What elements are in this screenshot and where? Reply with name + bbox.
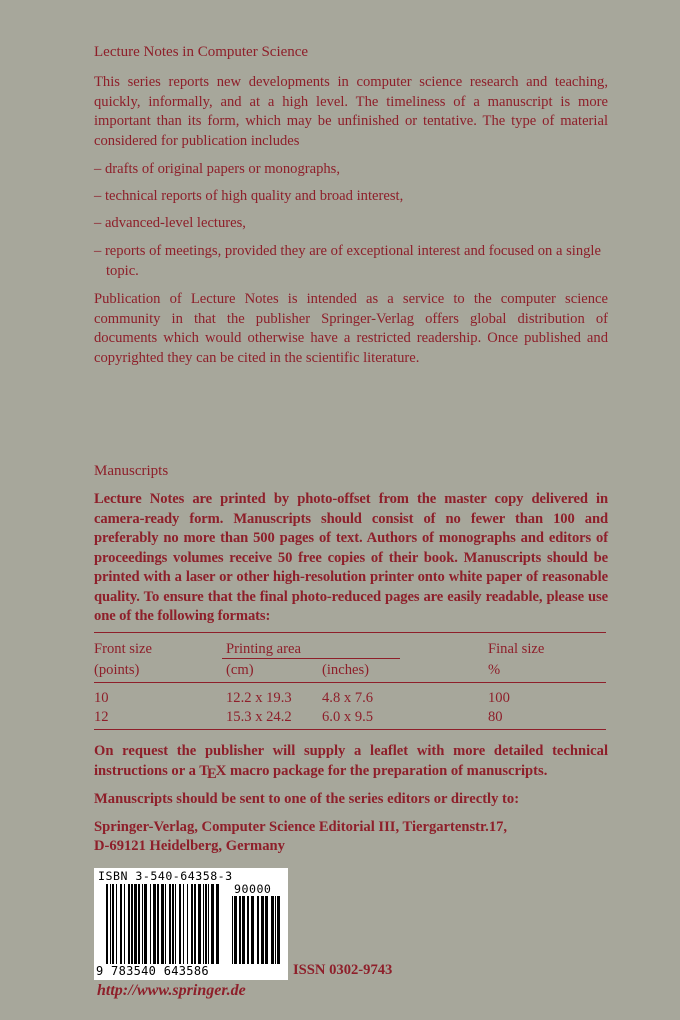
- col-header-final-size: Final size: [488, 641, 545, 657]
- send-line: Manuscripts should be sent to one of the series editors or directly to:: [94, 791, 520, 807]
- intro-paragraph: This series reports new developments in computer science research and teaching, quickly, informally, and at a high level. The timeliness of a manuscript is more important than its form, which may be unfinished or tentative. The type of material considered for publication includes: [94, 74, 608, 149]
- table-cell: 6.0 x 9.5: [322, 709, 374, 725]
- barcode-bar: [232, 896, 233, 964]
- bullet-item: – drafts of original papers or monographs,: [94, 161, 341, 177]
- barcode-bar: [265, 896, 268, 964]
- barcode-bar: [261, 896, 264, 964]
- tex-logo-e: E: [207, 765, 217, 782]
- barcode-bar: [134, 884, 137, 964]
- col-header-font-size: Front size: [94, 641, 152, 657]
- issn-text: ISSN 0302-9743: [293, 962, 393, 978]
- barcode-bar: [216, 884, 219, 964]
- barcode-bar: [110, 884, 111, 964]
- table-top-rule: [94, 632, 606, 633]
- barcode-bar: [120, 884, 122, 964]
- table-cell: 100: [488, 690, 510, 706]
- barcode-bar: [242, 896, 245, 964]
- barcode-bar: [271, 896, 274, 964]
- barcode-bar: [275, 896, 276, 964]
- series-title: Lecture Notes in Computer Science: [94, 44, 309, 60]
- barcode-bar: [128, 884, 130, 964]
- barcode-bar: [169, 884, 171, 964]
- barcode-bar: [150, 884, 151, 964]
- barcode-bar: [153, 884, 156, 964]
- col-header-percent: %: [488, 662, 501, 678]
- col-header-points: (points): [94, 662, 140, 678]
- barcode-bar: [165, 884, 166, 964]
- col-header-cm: (cm): [226, 662, 254, 678]
- barcode: [94, 868, 288, 980]
- publisher-url-link[interactable]: http://www.springer.de: [97, 982, 246, 999]
- barcode-bar: [257, 896, 259, 964]
- publication-paragraph: Publication of Lecture Notes is intended as a service to the computer science community in that the publisher Springer-Verlag offers global distribution of documents which would otherwise have a restricted readership. Once published and copyrighted they can be cited in the scientific literature.: [94, 291, 608, 366]
- address-line-1: Springer-Verlag, Computer Science Editorial III, Tiergartenstr.17,: [94, 819, 508, 835]
- barcode-bar: [194, 884, 196, 964]
- barcode-bar: [142, 884, 143, 964]
- barcode-bar: [175, 884, 176, 964]
- table-cell: 10: [94, 690, 109, 706]
- printing-area-rule: [222, 658, 400, 659]
- request-paragraph: [94, 742, 608, 781]
- barcode-bar: [187, 884, 188, 964]
- table-cell: 12.2 x 19.3: [226, 690, 292, 706]
- barcode-bar: [239, 896, 241, 964]
- barcode-bar: [198, 884, 201, 964]
- barcode-ean-number: 9 783540 643586: [96, 964, 209, 978]
- bullet-item: – advanced-level lectures,: [94, 215, 246, 231]
- barcode-bar: [112, 884, 114, 964]
- request-text-start: On request the publisher will supply a leaflet with more detailed technical instructions or a T: [94, 743, 608, 779]
- barcode-bar: [208, 884, 209, 964]
- table-cell: 80: [488, 709, 503, 725]
- barcode-bar: [247, 896, 249, 964]
- table-header-rule: [94, 682, 606, 683]
- table-cell: 12: [94, 709, 109, 725]
- bullet-item: – technical reports of high quality and broad interest,: [94, 188, 404, 204]
- barcode-bar: [106, 884, 108, 964]
- barcode-bar: [131, 884, 133, 964]
- barcode-bar: [138, 884, 140, 964]
- address-line-2: D-69121 Heidelberg, Germany: [94, 838, 285, 854]
- barcode-bar: [183, 884, 184, 964]
- isbn-text: ISBN 3-540-64358-3: [98, 869, 233, 883]
- barcode-bar: [191, 884, 193, 964]
- barcode-bar: [203, 884, 204, 964]
- barcode-bar: [251, 896, 254, 964]
- table-cell: 15.3 x 24.2: [226, 709, 292, 725]
- barcode-bar: [234, 896, 237, 964]
- barcode-bar: [144, 884, 147, 964]
- barcode-bar: [205, 884, 207, 964]
- manuscripts-paragraph: Lecture Notes are printed by photo-offset from the master copy delivered in camera-ready form. Manuscripts should consist of no fewer than 100 and preferably no more than 500 pages of text. Authors of monographs and editors of proceedings volumes receive 50 free copies of their book. Manuscripts should be printed with a laser or other high-resolution printer onto white paper of reasonable quality. To ensure that the final photo-reduced pages are easily readable, please use one of the following formats:: [94, 491, 608, 624]
- table-cell: 4.8 x 7.6: [322, 690, 374, 706]
- bullet-item: – reports of meetings, provided they are of exceptional interest and focused on a single topic.: [94, 243, 601, 279]
- barcode-addon-number: 90000: [234, 882, 272, 896]
- col-header-inches: (inches): [322, 662, 370, 678]
- tex-logo-x: X: [215, 762, 227, 779]
- barcode-bar: [124, 884, 125, 964]
- table-bottom-rule: [94, 729, 606, 730]
- manuscripts-heading: Manuscripts: [94, 463, 169, 479]
- barcode-bar: [157, 884, 159, 964]
- barcode-bar: [172, 884, 174, 964]
- barcode-bar: [116, 884, 117, 964]
- barcode-bar: [161, 884, 164, 964]
- barcode-bar: [211, 884, 214, 964]
- barcode-bar: [277, 896, 280, 964]
- request-text-end: macro package for the preparation of manuscripts.: [226, 762, 548, 779]
- barcode-bar: [179, 884, 181, 964]
- col-header-printing-area: Printing area: [226, 641, 301, 657]
